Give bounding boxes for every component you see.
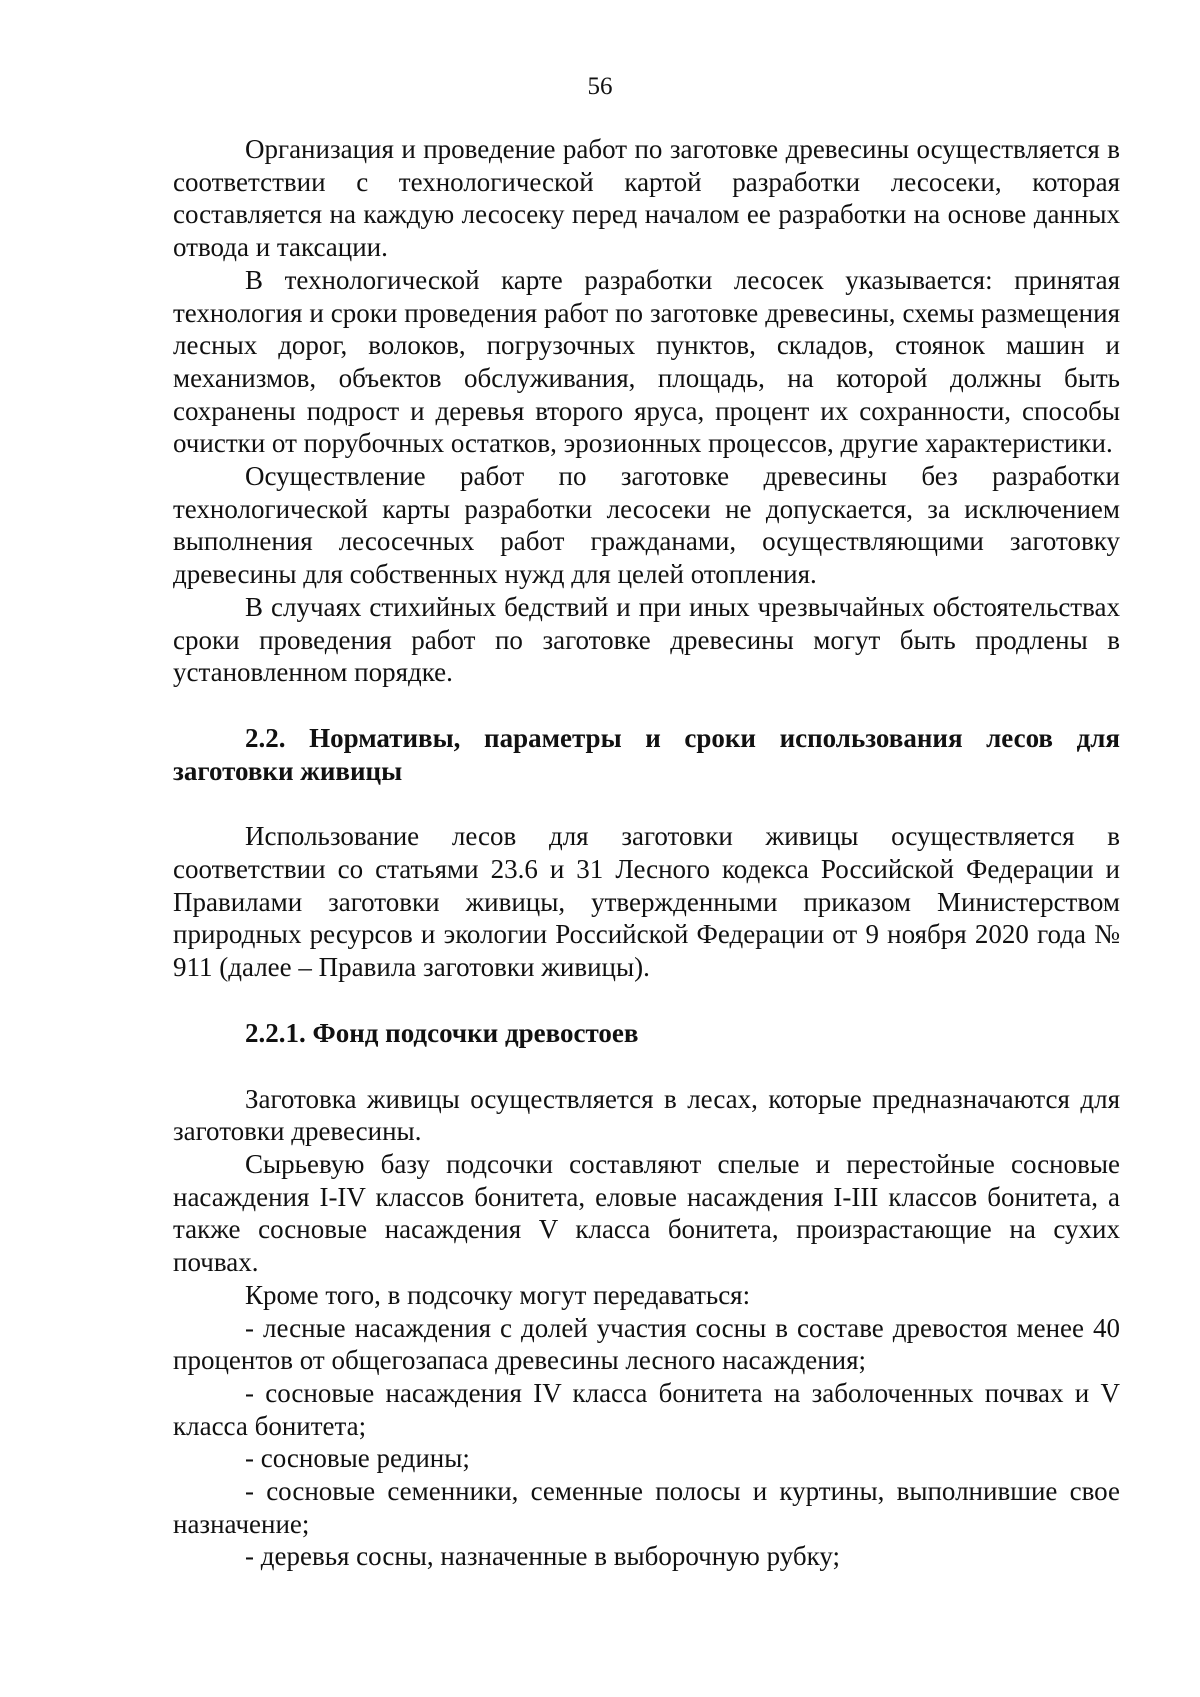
paragraph-technological-map: В технологической карте разработки лесосек указывается: принятая технология и сроки проведения работ по заготовке древесины, схемы размещения лесных дорог, волоков, погрузочных пунктов, складов, стоянок машин и механизмов, объектов обслуживания, площадь, на которой должны быть сохранены подрост и деревья второго яруса, процент их сохранности, способы очистки от порубочных остатков, эрозионных процессов, другие характеристики. (173, 264, 1120, 459)
list-item: - лесные насаждения с долей участия сосны в составе древостоя менее 40 процентов от общегозапаса древесины лесного насаждения; (173, 1312, 1120, 1376)
paragraph-logging-without-map: Осуществление работ по заготовке древесины без разработки технологической карты разработки лесосеки не допускается, за исключением выполнения лесосечных работ гражданами, осуществляющими заготовку древесины для собственных нужд для целей отопления. (173, 461, 1120, 590)
list-item: - сосновые семенники, семенные полосы и куртины, выполнившие свое назначение; (173, 1476, 1120, 1539)
section-heading-2-2: 2.2. Нормативы, параметры и сроки использования лесов для заготовки живицы (173, 722, 1120, 786)
paragraph-logging-organization: Организация и проведение работ по заготовке древесины осуществляется в соответствии с технологической картой разработки лесосеки, которая составляется на каждую лесосеку перед началом ее разработки на основе данных отвода и таксации. (173, 134, 1120, 263)
list-item: - деревья сосны, назначенные в выборочную рубку; (245, 1541, 840, 1572)
paragraph-resin-forests: Заготовка живицы осуществляется в лесах, которые предназначаются для заготовки древесины. (173, 1083, 1120, 1147)
section-heading-2-2-1: 2.2.1. Фонд подсочки древостоев (245, 1017, 639, 1048)
paragraph-emergency-extension: В случаях стихийных бедствий и при иных чрезвычайных обстоятельствах сроки проведения работ по заготовке древесины могут быть продлены в установленном порядке. (173, 591, 1120, 688)
paragraph-raw-material-base: Сырьевую базу подсочки составляют спелые и перестойные сосновые насаждения I-IV классов бонитета, еловые насаждения I-III классов бонитета, а также сосновые насаждения V класса бонитета, произрастающие на сухих почвах. (173, 1148, 1120, 1278)
paragraph-resin-usage: Использование лесов для заготовки живицы осуществляется в соответствии со статьями 23.6 и 31 Лесного кодекса Российской Федерации и Правилами заготовки живицы, утвержденными приказом Министерством природных ресурсов и экологии Российской Федерации от 9 ноября 2020 года № 911 (далее – Правила заготовки живицы). (173, 821, 1120, 983)
list-item: - сосновые насаждения IV класса бонитета на заболоченных почвах и V класса бонитета; (173, 1377, 1120, 1441)
paragraph-also-transferred: Кроме того, в подсочку могут передаваться: (245, 1279, 751, 1310)
list-item: - сосновые редины; (245, 1443, 470, 1474)
page-content (173, 133, 1120, 1573)
page-number: 56 (587, 73, 613, 100)
